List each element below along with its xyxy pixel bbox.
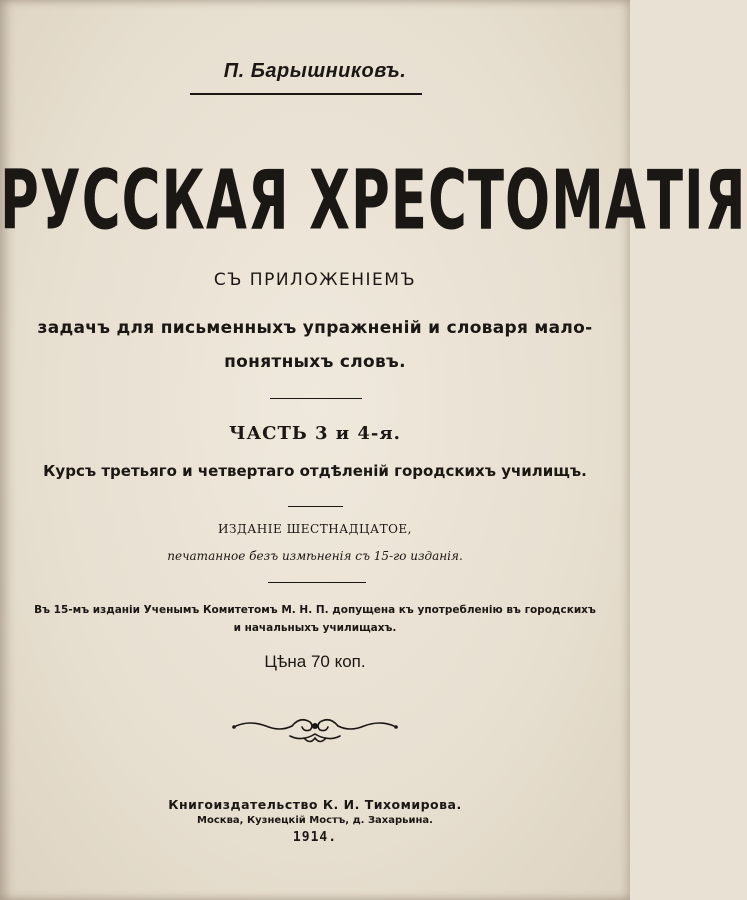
approval-line-2: и начальныхъ училищахъ.	[233, 622, 397, 634]
publication-year: 1914.	[292, 830, 338, 845]
edition-label: ИЗДАНІЕ ШЕСТНАДЦАТОЕ,	[218, 522, 412, 536]
ornament-flourish-icon	[230, 712, 400, 746]
subtitle-line-1: СЪ ПРИЛОЖЕНІЕМЪ	[213, 270, 417, 290]
subtitle-line-2: задачъ для письменныхъ упражненій и словаря мало-	[37, 318, 593, 338]
divider-rule	[270, 398, 362, 399]
course-description: Курсъ третьяго и четвертаго отдѣленій городскихъ училищъ.	[43, 462, 587, 480]
author-underline	[190, 93, 422, 95]
divider-rule	[288, 506, 343, 507]
price-label: Цѣна 70 коп.	[264, 652, 366, 671]
subtitle-line-3: понятныхъ словъ.	[224, 352, 406, 372]
publisher-address: Москва, Кузнецкій Мостъ, д. Захарьина.	[197, 815, 433, 826]
printed-note: печатанное безъ измѣненія съ 15-го изданія.	[167, 549, 463, 563]
divider-rule	[268, 582, 366, 583]
part-number: ЧАСТЬ 3 и 4-я.	[229, 423, 401, 444]
book-title: РУССКАЯ ХРЕСТОМАТІЯ	[0, 154, 747, 249]
publisher-name: Книгоиздательство К. И. Тихомирова.	[168, 797, 462, 812]
author-name: П. Барышниковъ.	[223, 60, 407, 82]
approval-line-1: Въ 15-мъ изданіи Ученымъ Комитетомъ М. Н. П. допущена къ употребленію въ городскихъ	[34, 604, 596, 616]
